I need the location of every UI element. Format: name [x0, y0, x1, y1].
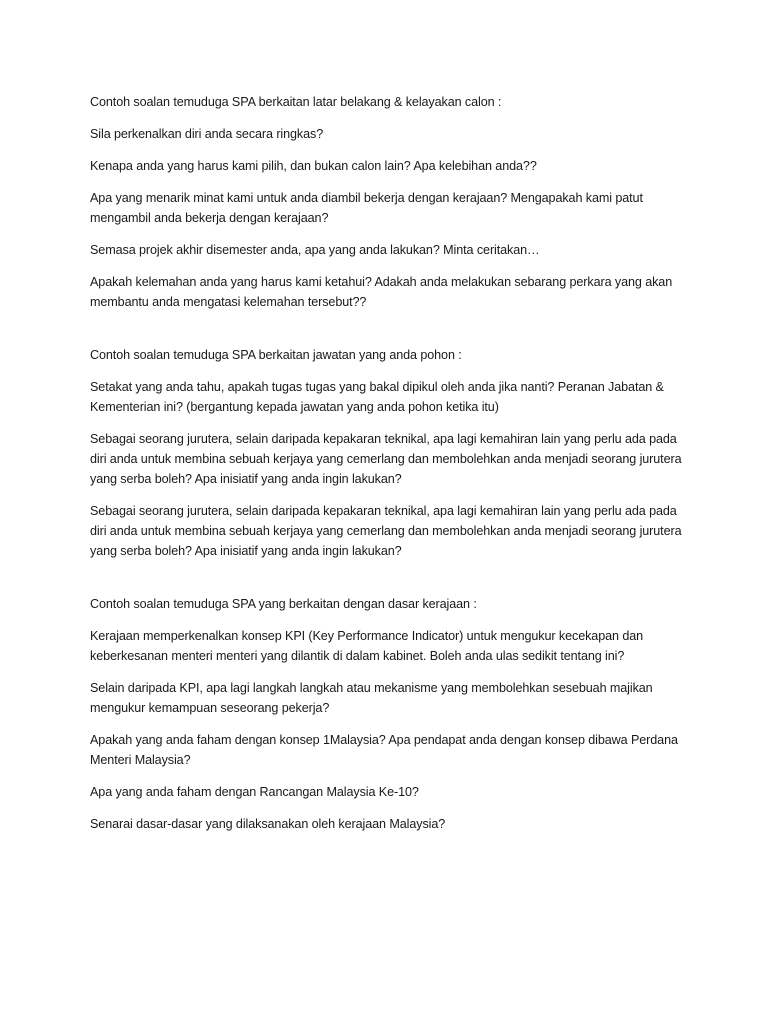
- question-text: Senarai dasar-dasar yang dilaksanakan oleh kerajaan Malaysia?: [90, 817, 446, 831]
- question-text: Kenapa anda yang harus kami pilih, dan bukan calon lain? Apa kelebihan anda??: [90, 159, 537, 173]
- section-heading: Contoh soalan temuduga SPA yang berkaitan dengan dasar kerajaan :: [90, 597, 477, 611]
- document-body: [90, 92, 690, 846]
- question-text: Kerajaan memperkenalkan konsep KPI (Key Performance Indicator) untuk mengukur kecekapan dan keberkesanan menteri menteri yang dilantik di dalam kabinet. Boleh anda ulas sedikit tentang ini?: [90, 629, 644, 663]
- question-text: Sila perkenalkan diri anda secara ringkas?: [90, 127, 324, 141]
- question-text: Apakah kelemahan anda yang harus kami ketahui? Adakah anda melakukan sebarang perkara yang akan membantu anda mengatasi kelemahan tersebut??: [90, 275, 673, 309]
- question-text: Semasa projek akhir disemester anda, apa yang anda lakukan? Minta ceritakan…: [90, 243, 540, 257]
- section-government-policy: [90, 594, 690, 834]
- section-background-qualifications: [90, 92, 690, 312]
- question-text: Apa yang anda faham dengan Rancangan Malaysia Ke-10?: [90, 785, 419, 799]
- section-applied-position: [90, 345, 690, 561]
- question-text: Sebagai seorang jurutera, selain daripada kepakaran teknikal, apa lagi kemahiran lain yang perlu ada pada diri anda untuk membina sebuah kerjaya yang cemerlang dan membolehkan anda menjadi seorang jurutera yang serba boleh? Apa inisiatif yang anda ingin lakukan?: [90, 432, 682, 486]
- section-heading: Contoh soalan temuduga SPA berkaitan jawatan yang anda pohon :: [90, 348, 462, 362]
- question-text: Selain daripada KPI, apa lagi langkah langkah atau mekanisme yang membolehkan sesebuah majikan mengukur kemampuan seseorang pekerja?: [90, 681, 653, 715]
- question-text: Apa yang menarik minat kami untuk anda diambil bekerja dengan kerajaan? Mengapakah kami patut mengambil anda bekerja dengan kerajaan?: [90, 191, 643, 225]
- question-text: Apakah yang anda faham dengan konsep 1Malaysia? Apa pendapat anda dengan konsep dibawa Perdana Menteri Malaysia?: [90, 733, 678, 767]
- question-text: Sebagai seorang jurutera, selain daripada kepakaran teknikal, apa lagi kemahiran lain yang perlu ada pada diri anda untuk membina sebuah kerjaya yang cemerlang dan membolehkan anda menjadi seorang jurutera yang serba boleh? Apa inisiatif yang anda ingin lakukan?: [90, 504, 682, 558]
- section-heading: Contoh soalan temuduga SPA berkaitan latar belakang & kelayakan calon :: [90, 95, 502, 109]
- question-text: Setakat yang anda tahu, apakah tugas tugas yang bakal dipikul oleh anda jika nanti? Peranan Jabatan & Kementerian ini? (bergantung kepada jawatan yang anda pohon ketika itu): [90, 380, 664, 414]
